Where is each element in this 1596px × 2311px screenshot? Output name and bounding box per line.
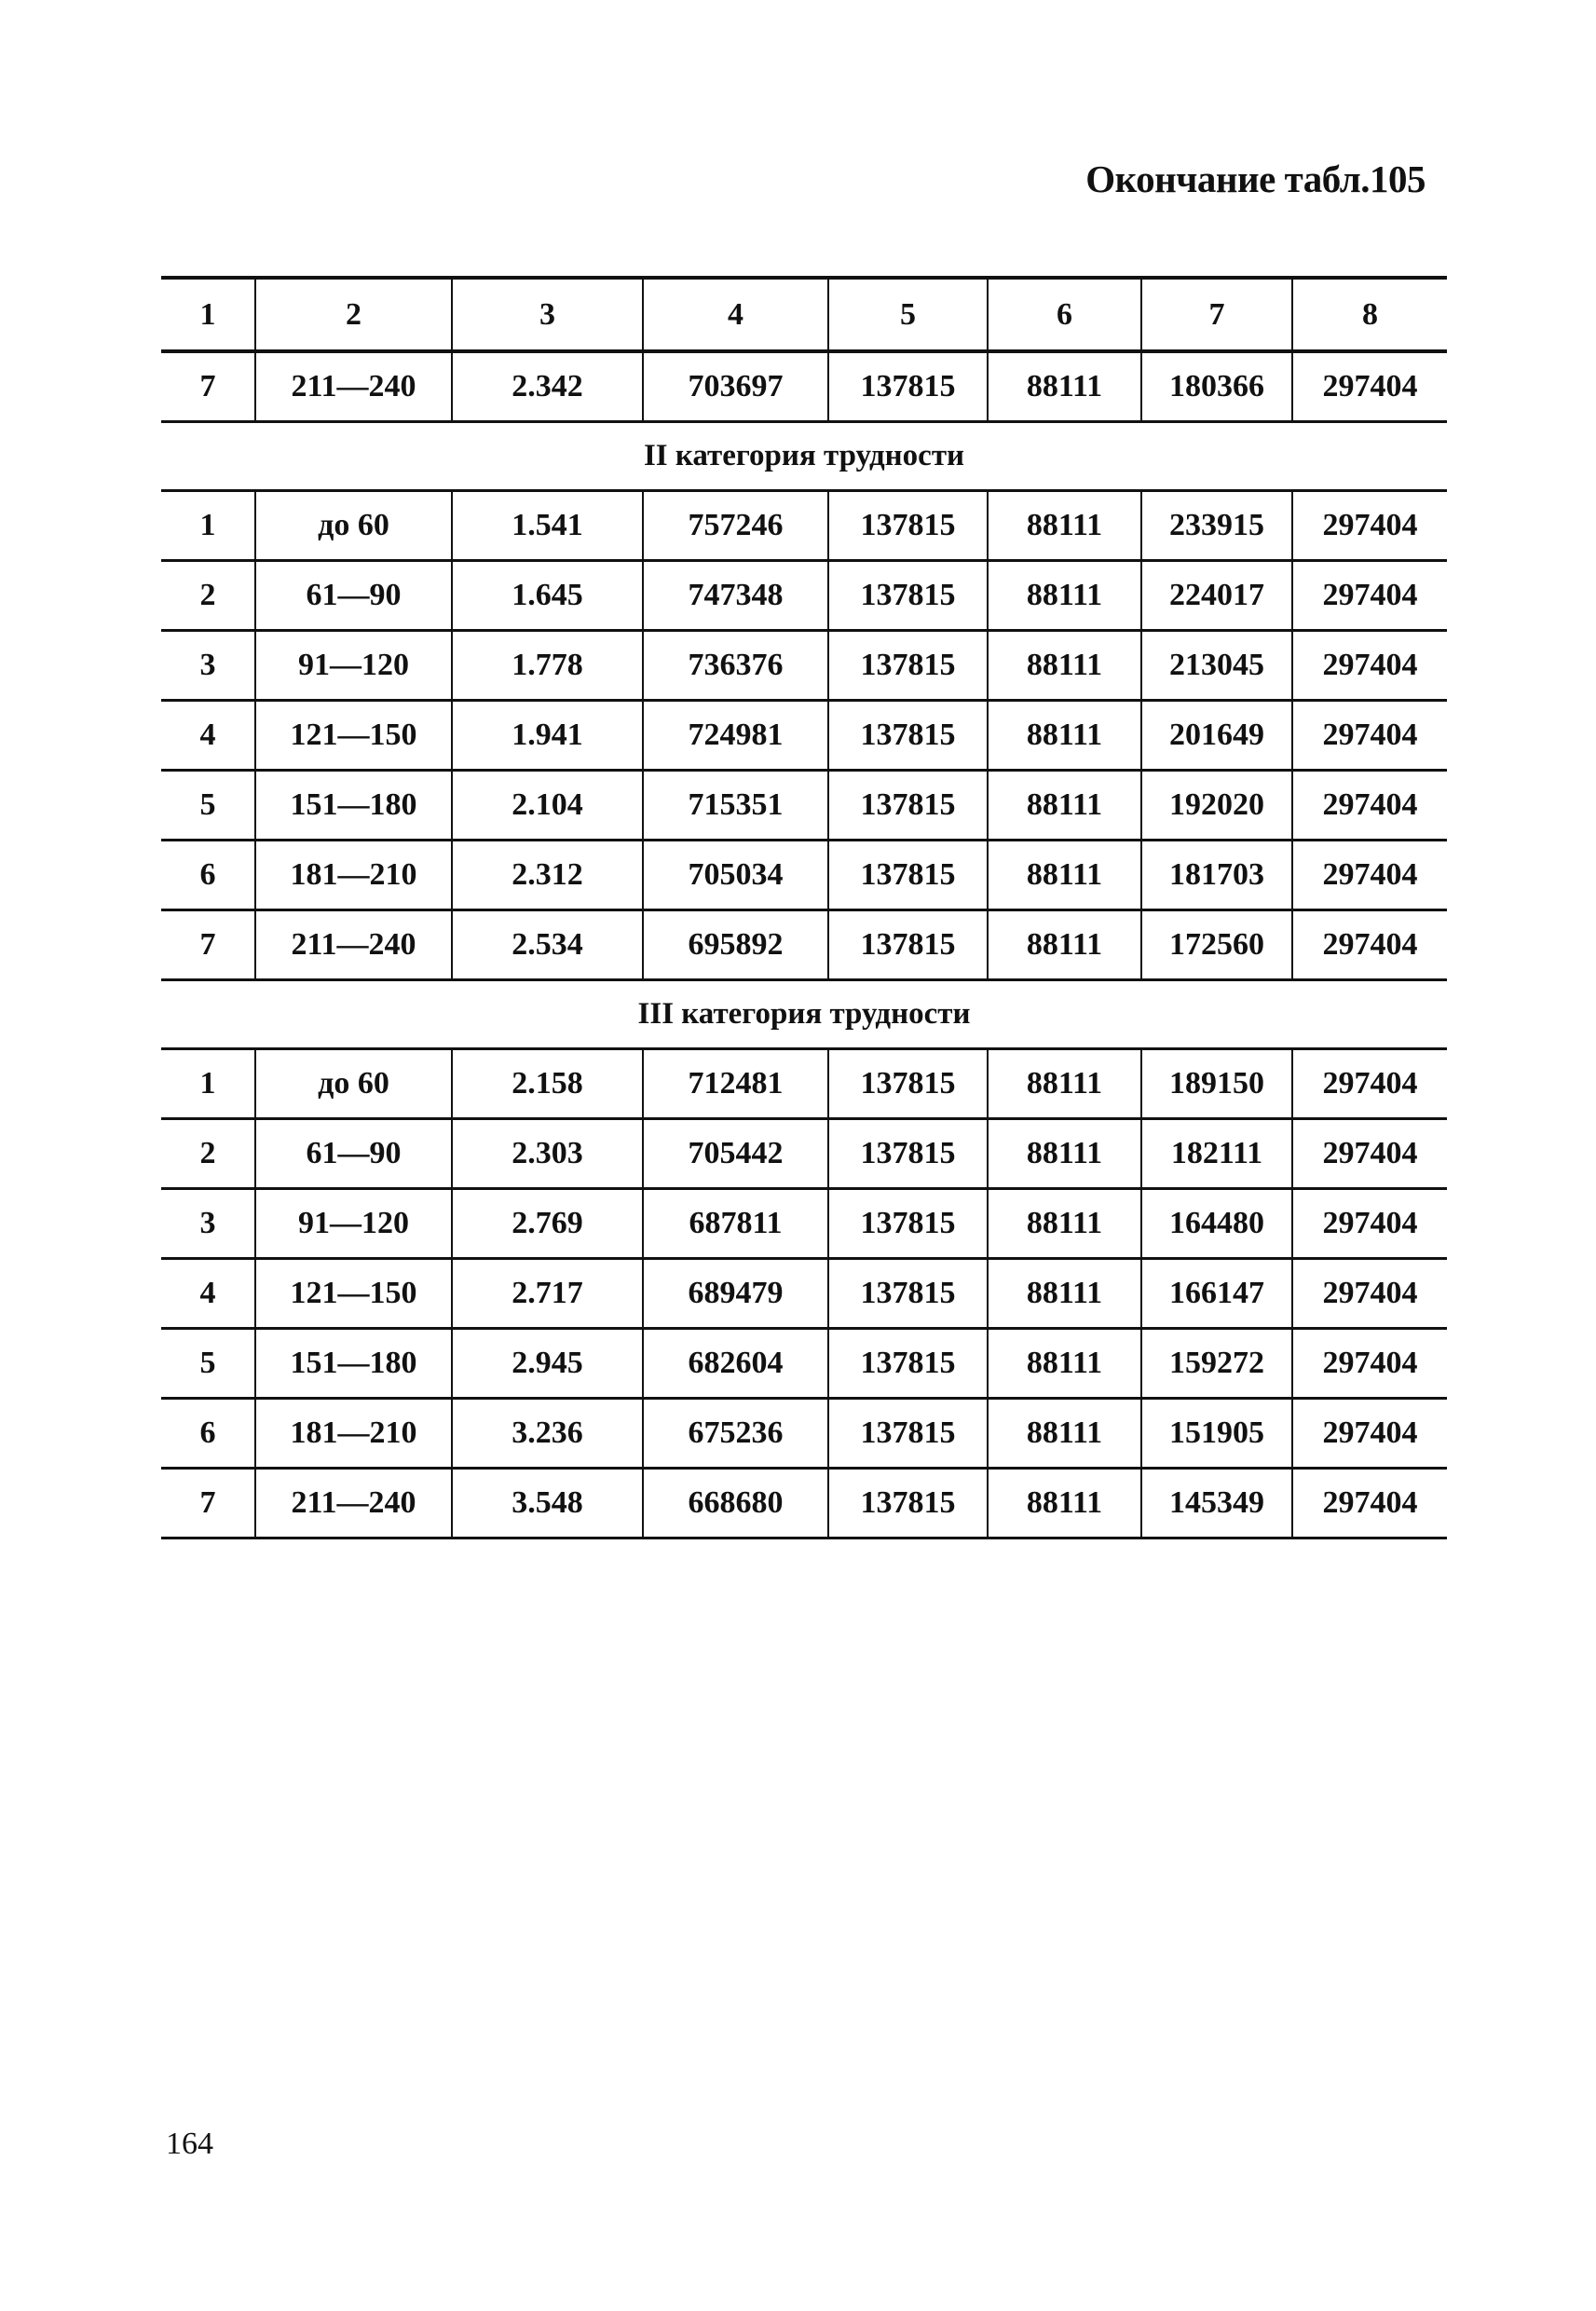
table-cell: 61—90 <box>255 561 452 631</box>
table-cell: 297404 <box>1292 1189 1447 1259</box>
table-row <box>161 841 1447 910</box>
table-cell: 213045 <box>1141 631 1292 701</box>
table-row <box>161 1119 1447 1189</box>
table-cell: 88111 <box>988 771 1141 841</box>
table-cell: 137815 <box>828 1189 988 1259</box>
table-cell: 2.945 <box>452 1329 643 1399</box>
table-cell: 181703 <box>1141 841 1292 910</box>
table-continuation-title: Окончание табл.105 <box>1085 157 1425 200</box>
table-cell: 7 <box>161 351 255 422</box>
table-row <box>161 771 1447 841</box>
section-title-row <box>161 980 1447 1049</box>
table-cell: 2.717 <box>452 1259 643 1329</box>
table-cell: 705034 <box>643 841 828 910</box>
table-cell: до 60 <box>255 1049 452 1119</box>
table-row <box>161 1049 1447 1119</box>
table-cell: 211—240 <box>255 351 452 422</box>
table-cell: 297404 <box>1292 561 1447 631</box>
table-cell: 88111 <box>988 631 1141 701</box>
page-number: 164 <box>166 2126 213 2161</box>
table-cell: 297404 <box>1292 491 1447 561</box>
column-number-cell: 8 <box>1292 278 1447 351</box>
table-cell: до 60 <box>255 491 452 561</box>
table-body <box>161 278 1447 1538</box>
column-number-cell: 6 <box>988 278 1141 351</box>
table-cell: 88111 <box>988 351 1141 422</box>
table-cell: 137815 <box>828 631 988 701</box>
column-number-cell: 4 <box>643 278 828 351</box>
table-cell: 712481 <box>643 1049 828 1119</box>
table-cell: 88111 <box>988 1189 1141 1259</box>
table-cell: 1.645 <box>452 561 643 631</box>
table-cell: 61—90 <box>255 1119 452 1189</box>
table-cell: 1.941 <box>452 701 643 771</box>
table-cell: 137815 <box>828 841 988 910</box>
table-cell: 233915 <box>1141 491 1292 561</box>
table-cell: 137815 <box>828 1469 988 1538</box>
table-cell: 137815 <box>828 1049 988 1119</box>
table-cell: 137815 <box>828 1259 988 1329</box>
table-cell: 6 <box>161 841 255 910</box>
table-row <box>161 491 1447 561</box>
table-cell: 297404 <box>1292 841 1447 910</box>
table-cell: 137815 <box>828 351 988 422</box>
table-cell: 1.541 <box>452 491 643 561</box>
table-cell: 2.769 <box>452 1189 643 1259</box>
section-title: II категория трудности <box>161 422 1447 491</box>
table-cell: 88111 <box>988 1399 1141 1469</box>
table-cell: 145349 <box>1141 1469 1292 1538</box>
table-cell: 2.303 <box>452 1119 643 1189</box>
table-cell: 137815 <box>828 701 988 771</box>
table-cell: 164480 <box>1141 1189 1292 1259</box>
table-cell: 137815 <box>828 910 988 980</box>
table-cell: 137815 <box>828 561 988 631</box>
table-cell: 297404 <box>1292 1119 1447 1189</box>
table-cell: 189150 <box>1141 1049 1292 1119</box>
table-cell: 4 <box>161 701 255 771</box>
column-number-cell: 2 <box>255 278 452 351</box>
table-cell: 166147 <box>1141 1259 1292 1329</box>
table-cell: 88111 <box>988 841 1141 910</box>
table-cell: 668680 <box>643 1469 828 1538</box>
table-cell: 192020 <box>1141 771 1292 841</box>
table-cell: 297404 <box>1292 1399 1447 1469</box>
table-cell: 675236 <box>643 1399 828 1469</box>
table-cell: 1 <box>161 491 255 561</box>
table-cell: 689479 <box>643 1259 828 1329</box>
column-number-cell: 5 <box>828 278 988 351</box>
table-cell: 297404 <box>1292 910 1447 980</box>
table-cell: 121—150 <box>255 1259 452 1329</box>
table-cell: 182111 <box>1141 1119 1292 1189</box>
table-row <box>161 1329 1447 1399</box>
table-row <box>161 631 1447 701</box>
table-cell: 757246 <box>643 491 828 561</box>
table-cell: 703697 <box>643 351 828 422</box>
table-cell: 88111 <box>988 561 1141 631</box>
table-cell: 121—150 <box>255 701 452 771</box>
table-cell: 1.778 <box>452 631 643 701</box>
table-cell: 137815 <box>828 1399 988 1469</box>
table-cell: 88111 <box>988 1259 1141 1329</box>
table-cell: 6 <box>161 1399 255 1469</box>
table-cell: 88111 <box>988 910 1141 980</box>
column-number-cell: 3 <box>452 278 643 351</box>
section-title: III категория трудности <box>161 980 1447 1049</box>
column-number-cell: 7 <box>1141 278 1292 351</box>
table-cell: 88111 <box>988 1119 1141 1189</box>
table-cell: 687811 <box>643 1189 828 1259</box>
table-cell: 172560 <box>1141 910 1292 980</box>
table-cell: 1 <box>161 1049 255 1119</box>
table-row <box>161 561 1447 631</box>
table-row <box>161 910 1447 980</box>
table-cell: 181—210 <box>255 841 452 910</box>
table-cell: 724981 <box>643 701 828 771</box>
data-table <box>161 276 1447 1539</box>
table-cell: 2 <box>161 1119 255 1189</box>
table-cell: 181—210 <box>255 1399 452 1469</box>
table-cell: 88111 <box>988 491 1141 561</box>
table-cell: 705442 <box>643 1119 828 1189</box>
table-row <box>161 351 1447 422</box>
table-cell: 137815 <box>828 1119 988 1189</box>
table-cell: 736376 <box>643 631 828 701</box>
table-cell: 211—240 <box>255 910 452 980</box>
table-row <box>161 1469 1447 1538</box>
table-cell: 91—120 <box>255 631 452 701</box>
table-cell: 297404 <box>1292 1469 1447 1538</box>
table-cell: 2.158 <box>452 1049 643 1119</box>
column-number-cell: 1 <box>161 278 255 351</box>
table-cell: 297404 <box>1292 1049 1447 1119</box>
table-cell: 151—180 <box>255 1329 452 1399</box>
table-cell: 2.534 <box>452 910 643 980</box>
table-cell: 2.104 <box>452 771 643 841</box>
section-title-row <box>161 422 1447 491</box>
table-cell: 88111 <box>988 1049 1141 1119</box>
table-cell: 151—180 <box>255 771 452 841</box>
table-cell: 297404 <box>1292 771 1447 841</box>
table-cell: 137815 <box>828 1329 988 1399</box>
table-cell: 151905 <box>1141 1399 1292 1469</box>
table-cell: 5 <box>161 771 255 841</box>
table-cell: 297404 <box>1292 701 1447 771</box>
table-cell: 297404 <box>1292 1259 1447 1329</box>
table-row <box>161 701 1447 771</box>
table-cell: 5 <box>161 1329 255 1399</box>
table-cell: 137815 <box>828 771 988 841</box>
table-cell: 88111 <box>988 1469 1141 1538</box>
table-cell: 3 <box>161 1189 255 1259</box>
table-cell: 297404 <box>1292 1329 1447 1399</box>
table-cell: 715351 <box>643 771 828 841</box>
table-row <box>161 1259 1447 1329</box>
table-row <box>161 1399 1447 1469</box>
table-cell: 91—120 <box>255 1189 452 1259</box>
table-cell: 2.312 <box>452 841 643 910</box>
table-cell: 137815 <box>828 491 988 561</box>
table-cell: 201649 <box>1141 701 1292 771</box>
table-cell: 7 <box>161 910 255 980</box>
table-row <box>161 1189 1447 1259</box>
table-cell: 7 <box>161 1469 255 1538</box>
table-cell: 682604 <box>643 1329 828 1399</box>
table-cell: 2.342 <box>452 351 643 422</box>
table-cell: 3.548 <box>452 1469 643 1538</box>
table-cell: 3 <box>161 631 255 701</box>
table-cell: 3.236 <box>452 1399 643 1469</box>
table-cell: 180366 <box>1141 351 1292 422</box>
table-cell: 88111 <box>988 1329 1141 1399</box>
table-cell: 2 <box>161 561 255 631</box>
table-cell: 88111 <box>988 701 1141 771</box>
table-cell: 747348 <box>643 561 828 631</box>
table-cell: 297404 <box>1292 631 1447 701</box>
table-cell: 211—240 <box>255 1469 452 1538</box>
table-cell: 695892 <box>643 910 828 980</box>
table-cell: 224017 <box>1141 561 1292 631</box>
column-number-row <box>161 278 1447 351</box>
table-cell: 159272 <box>1141 1329 1292 1399</box>
table-cell: 297404 <box>1292 351 1447 422</box>
table-cell: 4 <box>161 1259 255 1329</box>
